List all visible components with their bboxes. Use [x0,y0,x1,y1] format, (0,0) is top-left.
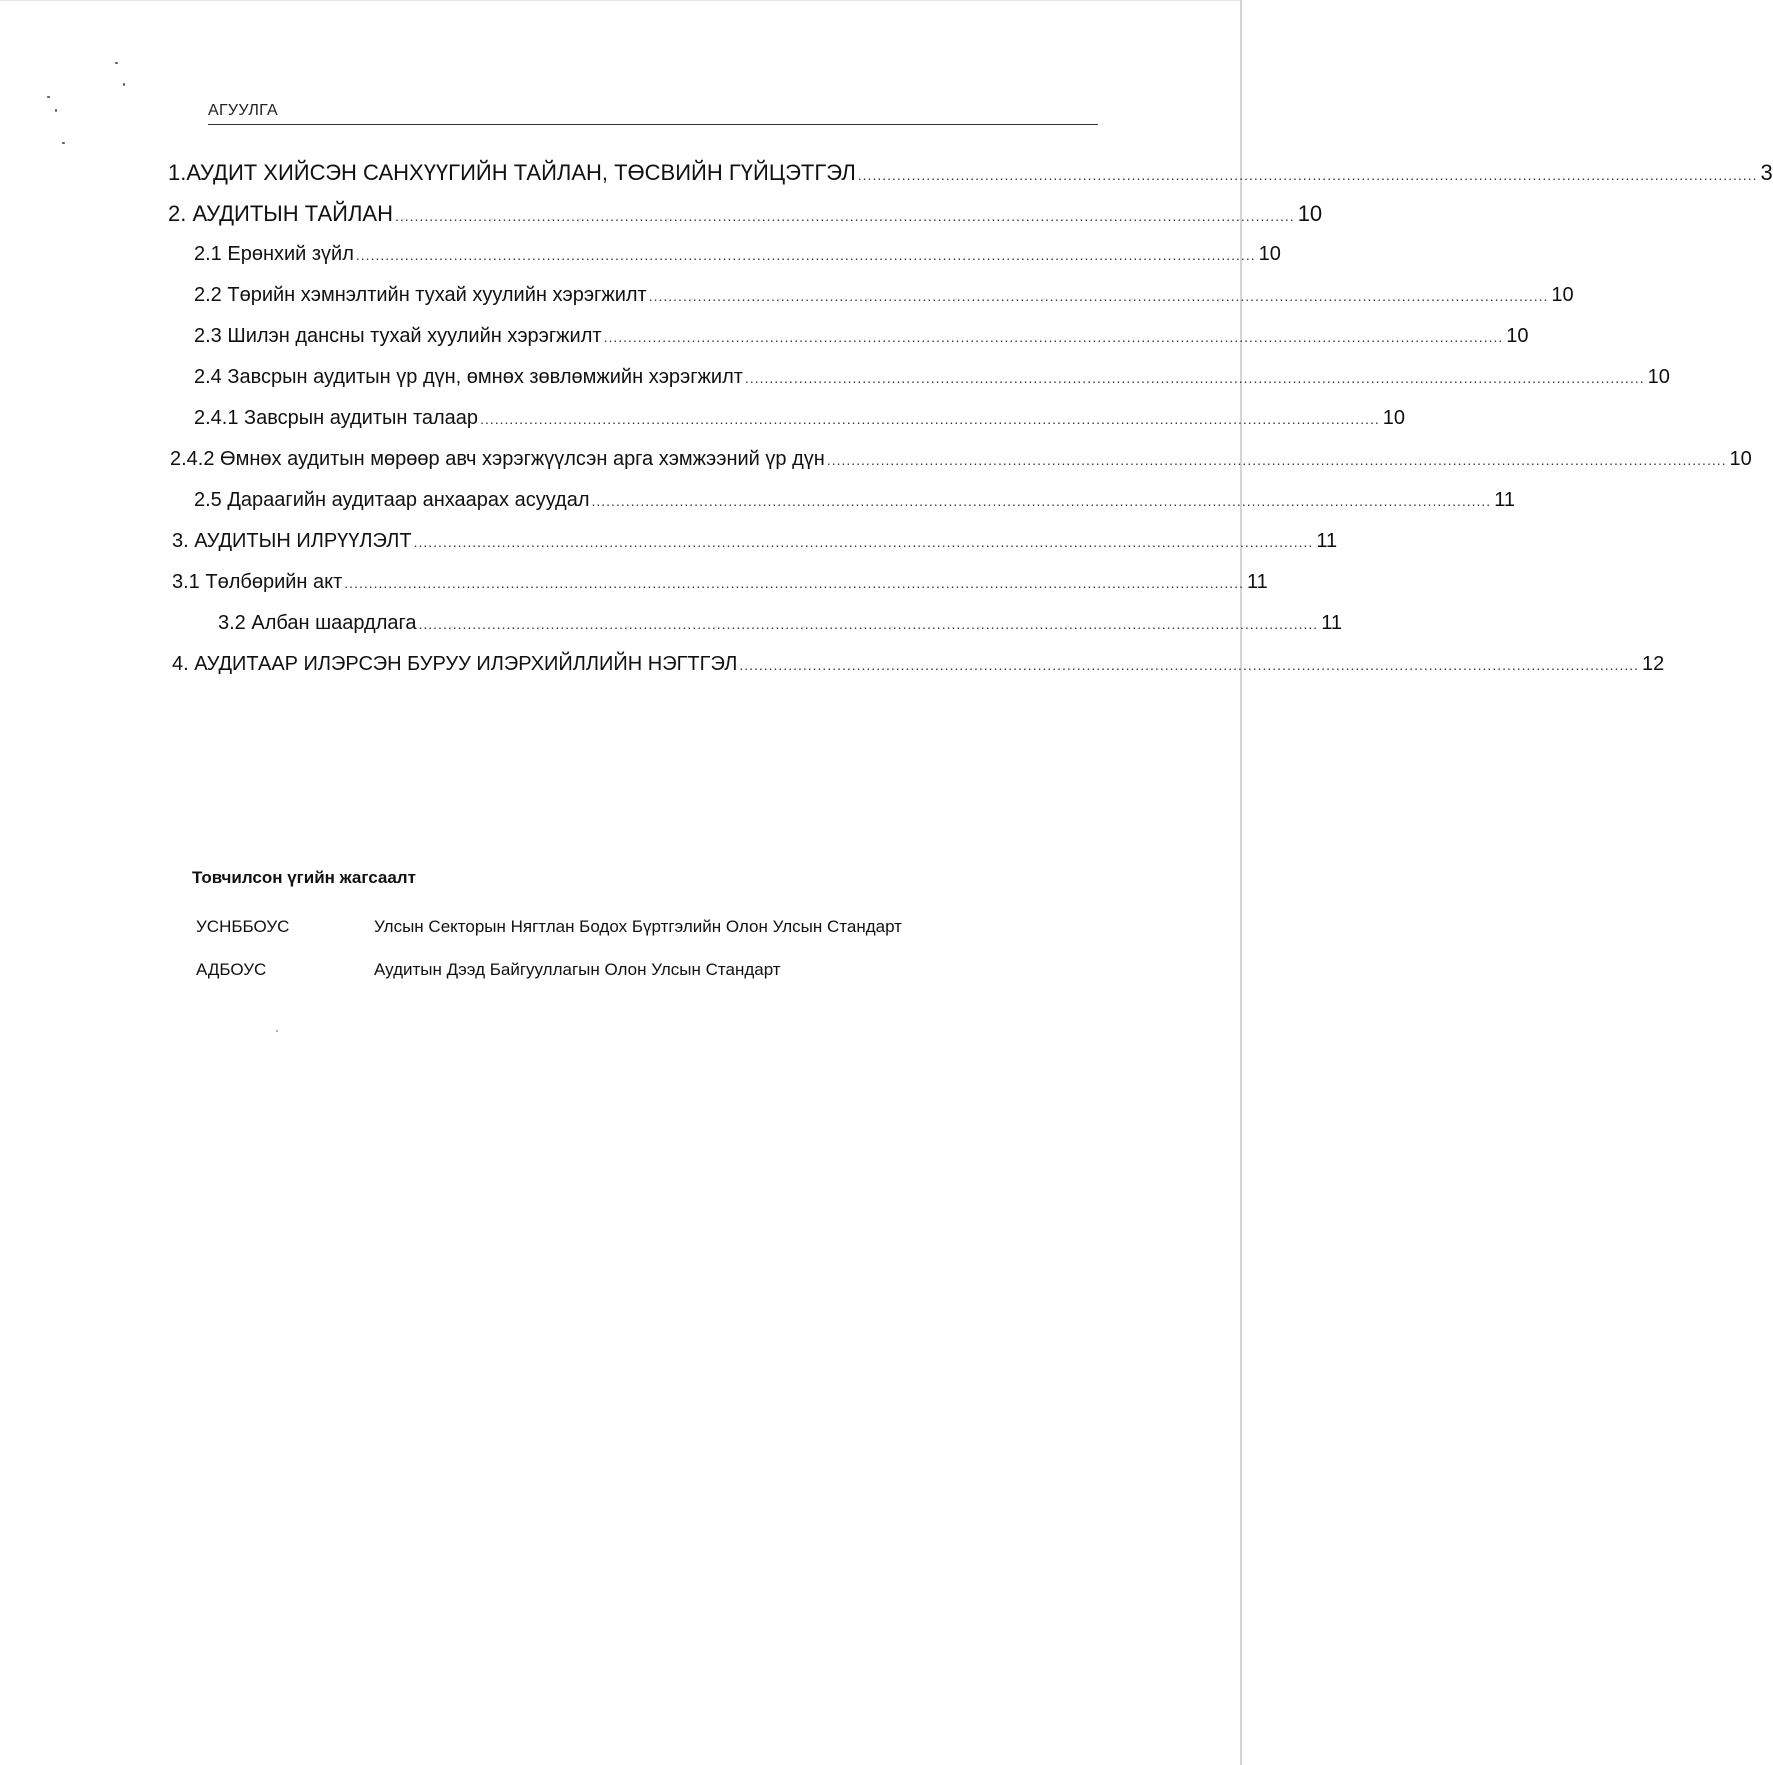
scan-speck [276,1030,278,1032]
toc-leader-dots: ........................................................................................................................................................................................ [739,657,1640,673]
toc-entry-title: 1.АУДИТ ХИЙСЭН САНХҮҮГИЙН ТАЙЛАН, ТӨСВИЙН ГҮЙЦЭТГЭЛ [168,160,856,185]
toc-entry-page: 11 [1321,612,1342,634]
toc-entry-page: 10 [1506,325,1529,347]
toc-leader-dots: ........................................................................................................................................................................................ [826,452,1727,468]
toc-leader-dots: ........................................................................................................................................................................................ [603,329,1504,345]
header-title: АГУУЛГА [208,102,278,119]
toc-entry-page: 11 [1246,571,1268,593]
page-header [208,102,1098,125]
toc-entry[interactable] [194,243,1281,277]
toc-entry-page: 3 [1760,160,1773,185]
toc-entry-page: 11 [1316,530,1338,552]
toc-entry[interactable] [194,284,1574,318]
toc-entry-title: 2.2 Төрийн хэмнэлтийн тухай хуулийн хэрэгжилт [194,284,647,306]
toc-entry[interactable] [172,530,1338,564]
toc-entry-title: 2.4 Завсрын аудитын үр дүн, өмнөх зөвлөмжийн хэрэгжилт [194,366,743,388]
toc-entry-title: 2.1 Ерөнхий зүйл [194,243,354,265]
toc-leader-dots: ........................................................................................................................................................................................ [418,616,1319,632]
toc-entry[interactable] [168,201,1323,235]
toc-leader-dots: ........................................................................................................................................................................................ [591,493,1492,509]
toc-leader-dots: ........................................................................................................................................................................................ [648,288,1549,304]
toc-entry-title: 2. АУДИТЫН ТАЙЛАН [168,201,393,226]
toc-entry-page: 10 [1382,407,1406,429]
toc-entry-page: 10 [1551,284,1574,306]
abbreviation-term: АДБОУС [196,960,267,979]
abbreviation-row [196,960,781,980]
toc-entry[interactable] [218,612,1342,646]
toc-leader-dots: ........................................................................................................................................................................................ [480,411,1380,427]
toc-entry[interactable] [194,366,1670,400]
toc-entry-page: 10 [1297,201,1323,226]
abbreviation-row [196,917,902,937]
toc-entry[interactable] [170,448,1752,482]
abbreviation-term: УСНББОУС [196,917,290,936]
abbreviation-meaning: Улсын Секторын Нягтлан Бодох Бүртгэлийн Олон Улсын Стандарт [374,917,902,936]
toc-leader-dots: ........................................................................................................................................................................................ [744,370,1645,386]
toc-entry-title: 3.1 Төлбөрийн акт [172,571,343,593]
toc-entry[interactable] [168,160,1773,194]
scan-speck [115,62,118,64]
scan-edge-right [1240,0,1242,1765]
toc-entry-page: 11 [1494,489,1515,511]
toc-entry-title: 2.5 Дараагийн аудитаар анхаарах асуудал [194,489,590,511]
toc-entry[interactable] [194,325,1529,359]
toc-entry[interactable] [172,571,1268,605]
toc-entry-title: 3.2 Албан шаардлага [218,612,417,634]
abbreviations-title: Товчилсон үгийн жагсаалт [192,868,416,887]
toc-entry-title: 3. АУДИТЫН ИЛРҮҮЛЭЛТ [172,530,412,552]
scan-speck [55,109,57,112]
toc-entry-page: 10 [1647,366,1670,388]
abbreviation-meaning: Аудитын Дээд Байгууллагын Олон Улсын Стандарт [374,960,781,979]
toc-entry-page: 10 [1729,448,1752,470]
toc-entry[interactable] [172,653,1665,687]
toc-entry[interactable] [194,489,1515,523]
toc-entry-title: 2.4.2 Өмнөх аудитын мөрөөр авч хэрэгжүүлсэн арга хэмжээний үр дүн [170,448,825,470]
toc-leader-dots: ........................................................................................................................................................................................ [355,247,1256,263]
toc-entry-title: 2.4.1 Завсрын аудитын талаар [194,407,479,429]
toc-entry-title: 4. АУДИТААР ИЛЭРСЭН БУРУУ ИЛЭРХИЙЛЛИЙН НЭГТГЭЛ [172,653,738,675]
scan-edge-top [0,0,1242,1]
scan-speck [123,83,125,86]
toc-leader-dots: ........................................................................................................................................................................................ [413,534,1314,550]
toc-leader-dots: ........................................................................................................................................................................................ [394,208,1295,224]
toc-entry-page: 10 [1258,243,1281,265]
toc-entry-title: 2.3 Шилэн дансны тухай хуулийн хэрэгжилт [194,325,602,347]
toc-leader-dots: ........................................................................................................................................................................................ [344,575,1244,591]
scan-speck [62,142,65,144]
scan-speck [47,96,50,98]
toc-entry[interactable] [194,407,1406,441]
toc-entry-page: 12 [1642,653,1665,675]
toc-leader-dots: ........................................................................................................................................................................................ [857,167,1758,183]
